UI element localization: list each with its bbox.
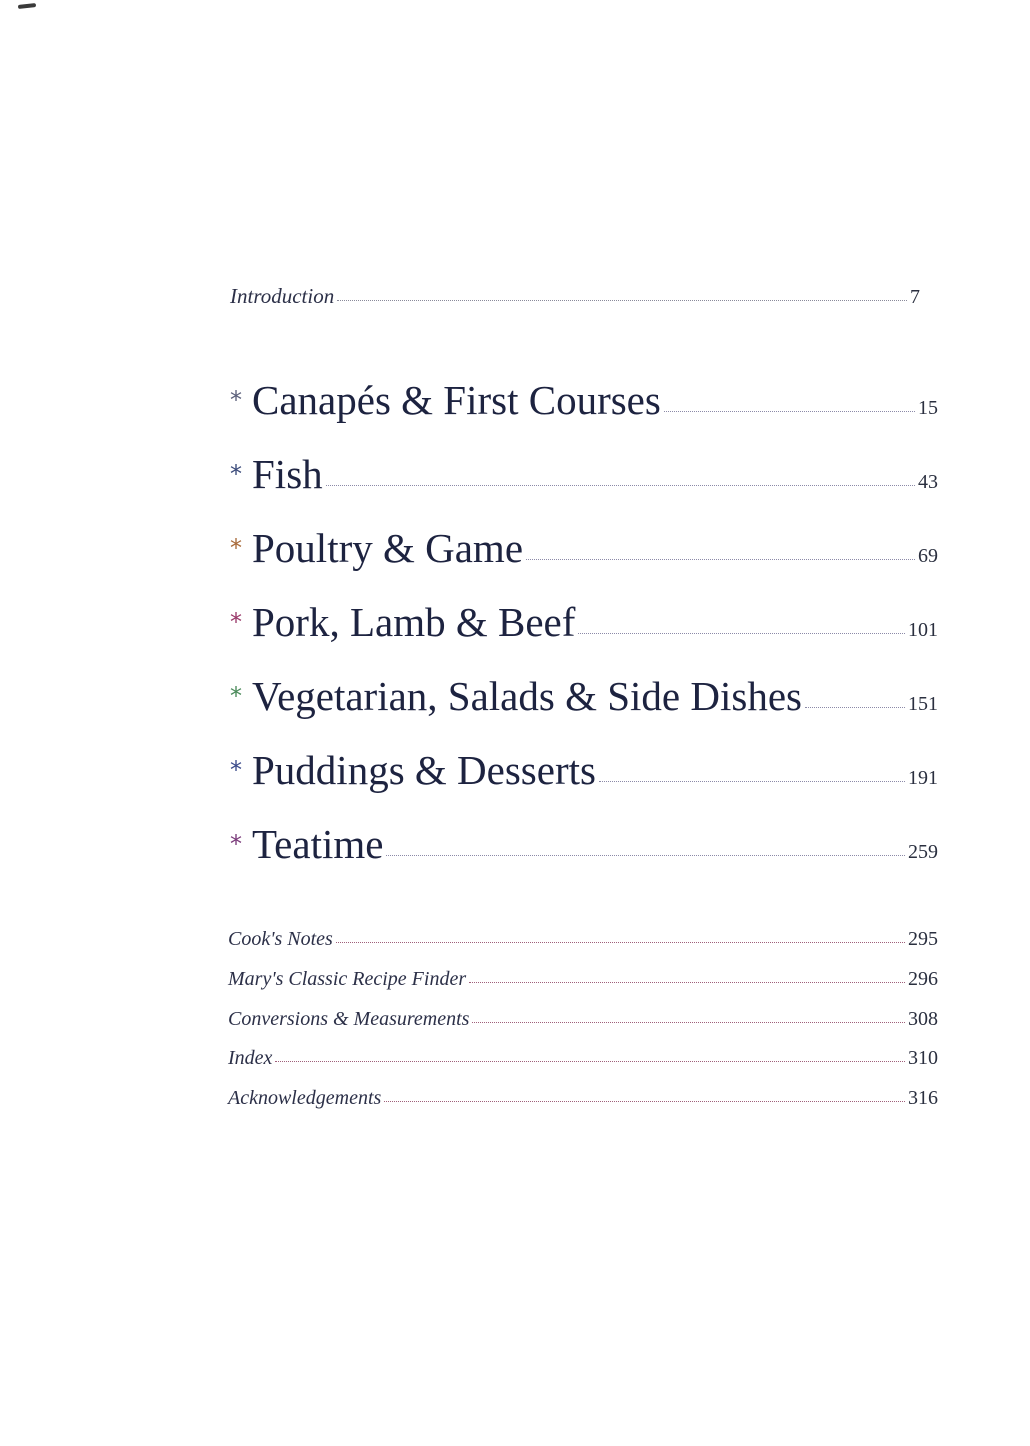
chapter-page: 151: [908, 693, 938, 715]
chapter-title: Teatime: [252, 821, 384, 867]
end-matter-title: Acknowledgements: [228, 1087, 382, 1109]
toc-end-matter-item[interactable]: [228, 1008, 938, 1031]
toc-chapter[interactable]: [230, 746, 938, 794]
end-matter-title: Mary's Classic Recipe Finder: [228, 968, 467, 990]
chapter-page: 69: [918, 545, 938, 567]
dot-leader: [326, 485, 915, 486]
toc-chapter[interactable]: [230, 376, 938, 424]
end-matter-page: 295: [908, 928, 938, 950]
dot-leader: [578, 633, 905, 634]
chapter-page: 15: [918, 397, 938, 419]
dot-leader: [805, 707, 905, 708]
dot-leader: [599, 781, 905, 782]
dot-leader: [664, 411, 915, 412]
dot-leader: [337, 300, 907, 301]
toc-chapter[interactable]: [230, 672, 938, 720]
end-matter-page: 316: [908, 1087, 938, 1109]
toc-chapter[interactable]: [230, 820, 938, 868]
dot-leader: [275, 1061, 905, 1062]
end-matter-title: Cook's Notes: [228, 928, 333, 950]
end-matter-title: Index: [228, 1047, 273, 1069]
star-bullet-icon: *: [230, 608, 242, 636]
chapter-page: 191: [908, 767, 938, 789]
toc-introduction-label: Introduction: [230, 284, 335, 308]
chapter-title: Fish: [252, 451, 323, 497]
toc-end-matter-item[interactable]: [228, 1047, 938, 1070]
toc-chapter[interactable]: [230, 450, 938, 498]
toc-end-matter-item[interactable]: [228, 1087, 938, 1110]
dot-leader: [386, 855, 905, 856]
chapter-title: Pork, Lamb & Beef: [252, 599, 576, 645]
chapter-page: 101: [908, 619, 938, 641]
dot-leader: [336, 942, 905, 943]
toc-introduction-page: 7: [910, 286, 920, 308]
chapter-page: 43: [918, 471, 938, 493]
end-matter-page: 296: [908, 968, 938, 990]
star-bullet-icon: *: [230, 682, 242, 710]
star-bullet-icon: *: [230, 534, 242, 562]
toc-chapter[interactable]: [230, 598, 938, 646]
end-matter-page: 308: [908, 1008, 938, 1030]
star-bullet-icon: *: [230, 756, 242, 784]
chapter-title: Vegetarian, Salads & Side Dishes: [252, 673, 802, 719]
star-bullet-icon: *: [230, 830, 242, 858]
end-matter-page: 310: [908, 1047, 938, 1069]
toc-introduction[interactable]: [230, 284, 920, 309]
star-bullet-icon: *: [230, 460, 242, 488]
toc-end-matter-item[interactable]: [228, 968, 938, 991]
chapter-title: Puddings & Desserts: [252, 747, 596, 793]
toc-end-matter-item[interactable]: [228, 928, 938, 951]
chapter-title: Canapés & First Courses: [252, 377, 661, 423]
dot-leader: [526, 559, 915, 560]
chapter-title: Poultry & Game: [252, 525, 524, 571]
star-bullet-icon: *: [230, 386, 242, 414]
dot-leader: [469, 982, 905, 983]
toc-chapter[interactable]: [230, 524, 938, 572]
dot-leader: [472, 1022, 905, 1023]
dot-leader: [384, 1101, 905, 1102]
chapter-page: 259: [908, 841, 938, 863]
end-matter-title: Conversions & Measurements: [228, 1008, 470, 1030]
